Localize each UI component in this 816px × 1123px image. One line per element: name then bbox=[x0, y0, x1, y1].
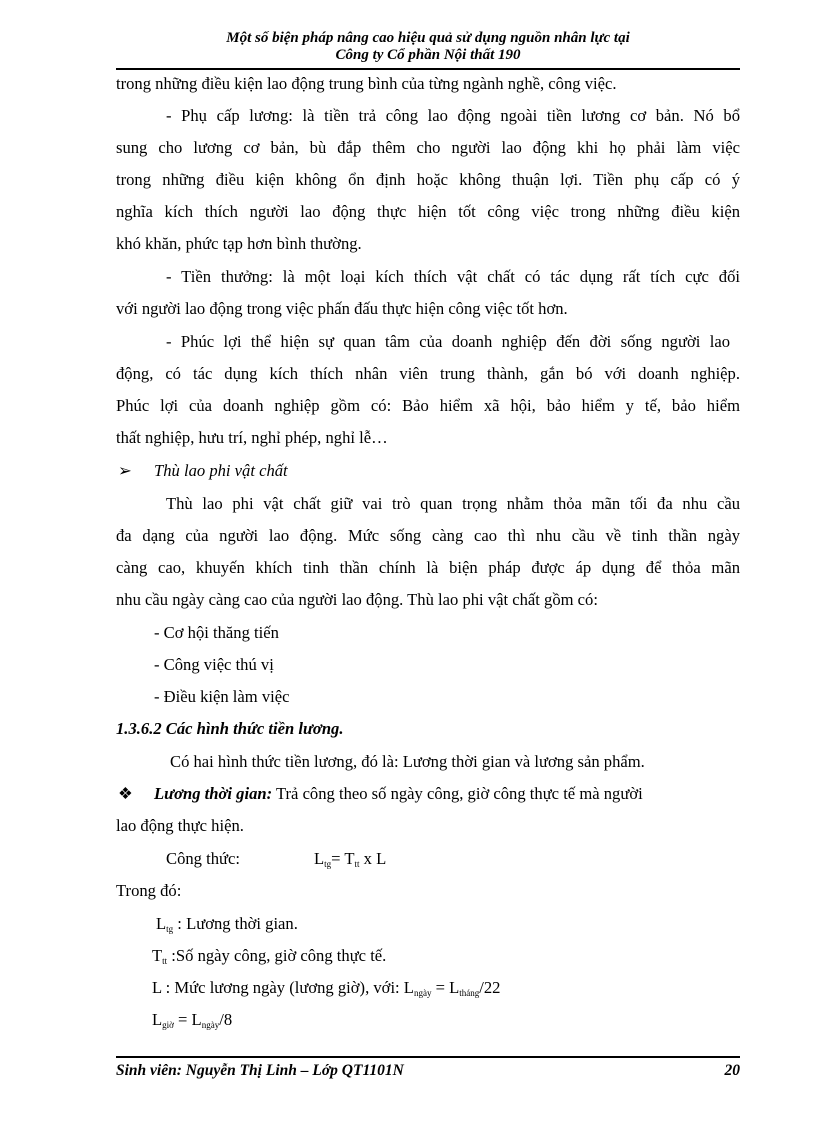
definition-line: $L_{giờ} = L_{ngày}/8$ bbox=[152, 1010, 233, 1030]
paragraph-welfare: - Phúc lợi thể hiện sự quan tâm của doanh nghiệp đến đời sống người lao bbox=[166, 332, 730, 351]
body-line: nghĩa kích thích người lao động thực hiện tốt công việc trong những điều kiện bbox=[116, 202, 740, 221]
paragraph-allowance: - Phụ cấp lương: là tiền trả công lao động ngoài tiền lương cơ bản. Nó bổ bbox=[166, 106, 740, 125]
definition-line: L : Mức lương ngày (lương giờ), với: $L_{ngày} = L_{tháng}/22$ bbox=[152, 978, 501, 998]
header-title-line1: Một số biện pháp nâng cao hiệu quả sử dụng nguồn nhân lực tại bbox=[226, 30, 630, 46]
time-wage-definition: Lương thời gian: Trả công theo số ngày công, giờ công thực tế mà người bbox=[154, 784, 643, 803]
section-heading: 1.3.6.2 Các hình thức tiền lương. bbox=[116, 719, 344, 738]
body-line: lao động thực hiện. bbox=[116, 816, 244, 835]
header-title-line2: Công ty Cổ phần Nội thất 190 bbox=[335, 47, 521, 63]
body-line: nhu cầu ngày càng cao của người lao động. Thù lao phi vật chất gồm có: bbox=[116, 590, 598, 609]
body-line: đa dạng của người lao động. Mức sống càng cao thì nhu cầu về tinh thần ngày bbox=[116, 526, 740, 545]
body-line: với người lao động trong việc phấn đấu thực hiện công việc tốt hơn. bbox=[116, 299, 568, 318]
paragraph-nonmaterial: Thù lao phi vật chất giữ vai trò quan trọng nhằm thỏa mãn tối đa nhu cầu bbox=[166, 494, 740, 513]
formula: $L_{tg}= T_{tt}$ x L bbox=[314, 849, 387, 869]
footer-student: Sinh viên: Nguyễn Thị Linh – Lớp QT1101N bbox=[116, 1062, 404, 1079]
list-item: - Điều kiện làm việc bbox=[154, 687, 290, 706]
subheading-nonmaterial: Thù lao phi vật chất bbox=[154, 461, 288, 480]
body-line: Có hai hình thức tiền lương, đó là: Lương thời gian và lương sản phẩm. bbox=[170, 752, 645, 771]
list-item: - Cơ hội thăng tiến bbox=[154, 623, 279, 642]
body-line: trong những điều kiện lao động trung bình của từng ngành nghề, công việc. bbox=[116, 74, 617, 93]
paragraph-bonus: - Tiền thưởng: là một loại kích thích vật chất có tác dụng rất tích cực đối bbox=[166, 267, 740, 286]
definition-line: $L_{tg}$ : Lương thời gian. bbox=[156, 914, 298, 934]
formula-label: Công thức: bbox=[166, 849, 240, 868]
arrow-bullet-icon: ➢ bbox=[118, 461, 132, 480]
page-number: 20 bbox=[724, 1062, 740, 1079]
header-divider bbox=[116, 68, 740, 70]
diamond-bullet-icon: ❖ bbox=[118, 784, 133, 803]
page-header bbox=[116, 30, 740, 64]
body-line: khó khăn, phức tạp hơn bình thường. bbox=[116, 234, 362, 253]
body-line: trong những điều kiện không ổn định hoặc không thuận lợi. Tiền phụ cấp có ý bbox=[116, 170, 740, 189]
body-line: Phúc lợi của doanh nghiệp gồm có: Bảo hiểm xã hội, bảo hiểm y tế, bảo hiểm bbox=[116, 396, 740, 415]
body-line: sung cho lương cơ bản, bù đắp thêm cho người lao động khi họ phải làm việc bbox=[116, 138, 740, 157]
definition-line: $T_{tt}$ :Số ngày công, giờ công thực tế. bbox=[152, 946, 387, 966]
list-item: - Công việc thú vị bbox=[154, 655, 274, 674]
body-line: càng cao, khuyến khích tinh thần chính là biện pháp được áp dụng để thỏa mãn bbox=[116, 558, 740, 577]
body-line: thất nghiệp, hưu trí, nghỉ phép, nghỉ lễ… bbox=[116, 428, 388, 447]
body-line: Trong đó: bbox=[116, 881, 182, 900]
body-line: động, có tác dụng kích thích nhân viên trung thành, gắn bó với doanh nghiệp. bbox=[116, 364, 740, 383]
footer-divider bbox=[116, 1056, 740, 1058]
